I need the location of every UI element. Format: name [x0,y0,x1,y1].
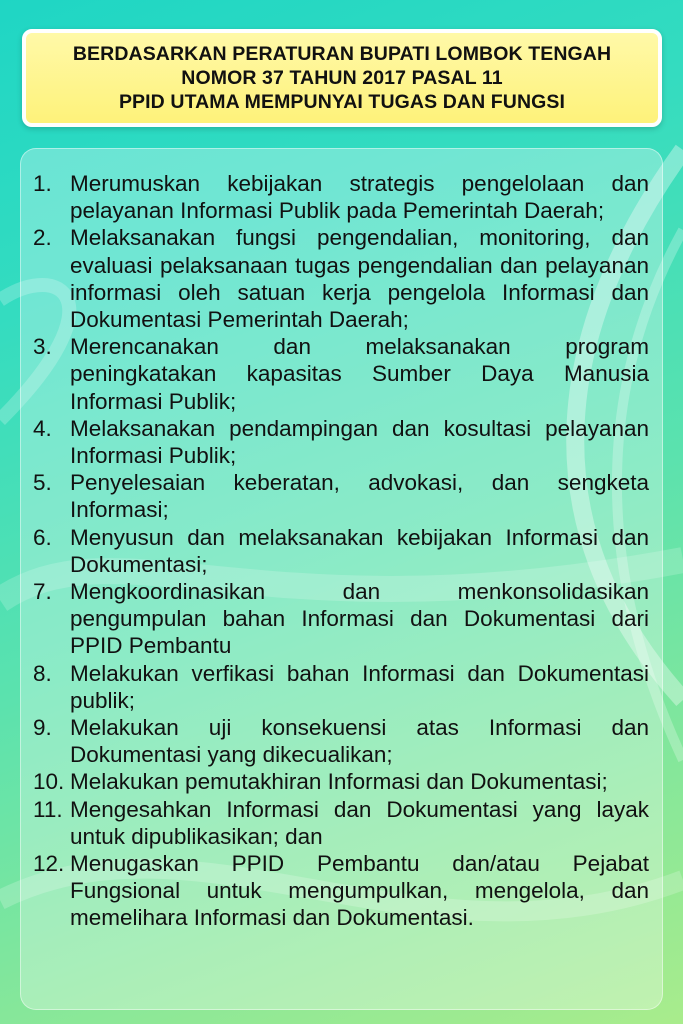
list-item-text: Menugaskan PPID Pembantu dan/atau Pejabat Fungsional untuk mengumpulkan, mengelola, dan memelihara Informasi dan Dokumentasi. [70,851,649,931]
list-item-number: 7. [33,579,52,605]
list-item-text: Merencanakan dan melaksanakan program peningkatakan kapasitas Sumber Daya Manusia Informasi Publik; [70,334,649,414]
list-item-number: 8. [33,660,52,686]
list-item [33,578,649,660]
list-item [33,660,649,714]
list-item-text: Penyelesaian keberatan, advokasi, dan sengketa Informasi; [70,470,649,523]
list-item-text: Menyusun dan melaksanakan kebijakan Informasi dan Dokumentasi; [70,524,649,577]
list-item [33,524,649,578]
list-item [33,170,649,224]
title-line-2: NOMOR 37 TAHUN 2017 PASAL 11 [181,67,503,89]
list-item [33,768,649,795]
list-item-text: Mengkoordinasikan dan menkonsolidasikan pengumpulan bahan Informasi dan Dokumentasi dari PPID Pembantu [70,579,649,659]
list-item-number: 3. [33,334,52,360]
list-item-number: 10. [33,769,65,795]
list-item [33,469,649,523]
list-item-text: Melaksanakan fungsi pengendalian, monitoring, dan evaluasi pelaksanaan tugas pengendalian dan pelayanan informasi oleh satuan kerja pengelola Informasi dan Dokumentasi Pemerintah Daerah; [70,225,649,333]
list-item [33,714,649,768]
list-item-text: Merumuskan kebijakan strategis pengelolaan dan pelayanan Informasi Publik pada Pemerintah Daerah; [70,171,649,224]
list-item [33,224,649,333]
list-item-text: Melakukan pemutakhiran Informasi dan Dokumentasi; [70,769,608,795]
list-item-text: Mengesahkan Informasi dan Dokumentasi yang layak untuk dipublikasikan; dan [70,796,649,849]
list-item-number: 9. [33,715,52,741]
task-list [33,170,649,932]
list-item-number: 6. [33,524,52,550]
list-item [33,333,649,415]
title-banner [22,29,662,127]
list-item-number: 2. [33,225,52,251]
list-item-text: Melakukan uji konsekuensi atas Informasi dan Dokumentasi yang dikecualikan; [70,715,649,768]
list-item-number: 1. [33,171,52,196]
list-item-number: 5. [33,470,52,496]
title-line-3: PPID UTAMA MEMPUNYAI TUGAS DAN FUNGSI [118,91,566,113]
list-item-text: Melaksanakan pendampingan dan kosultasi pelayanan Informasi Publik; [70,415,649,469]
list-item [33,850,649,932]
list-item [33,796,649,850]
list-item-text: Melakukan verfikasi bahan Informasi dan Dokumentasi publik; [70,660,649,713]
list-item-number: 4. [33,415,52,441]
title-line-1: BERDASARKAN PERATURAN BUPATI LOMBOK TENGAH [72,43,612,65]
list-item-number: 12. [33,851,65,877]
list-item-number: 11. [33,796,63,822]
list-item [33,415,649,469]
